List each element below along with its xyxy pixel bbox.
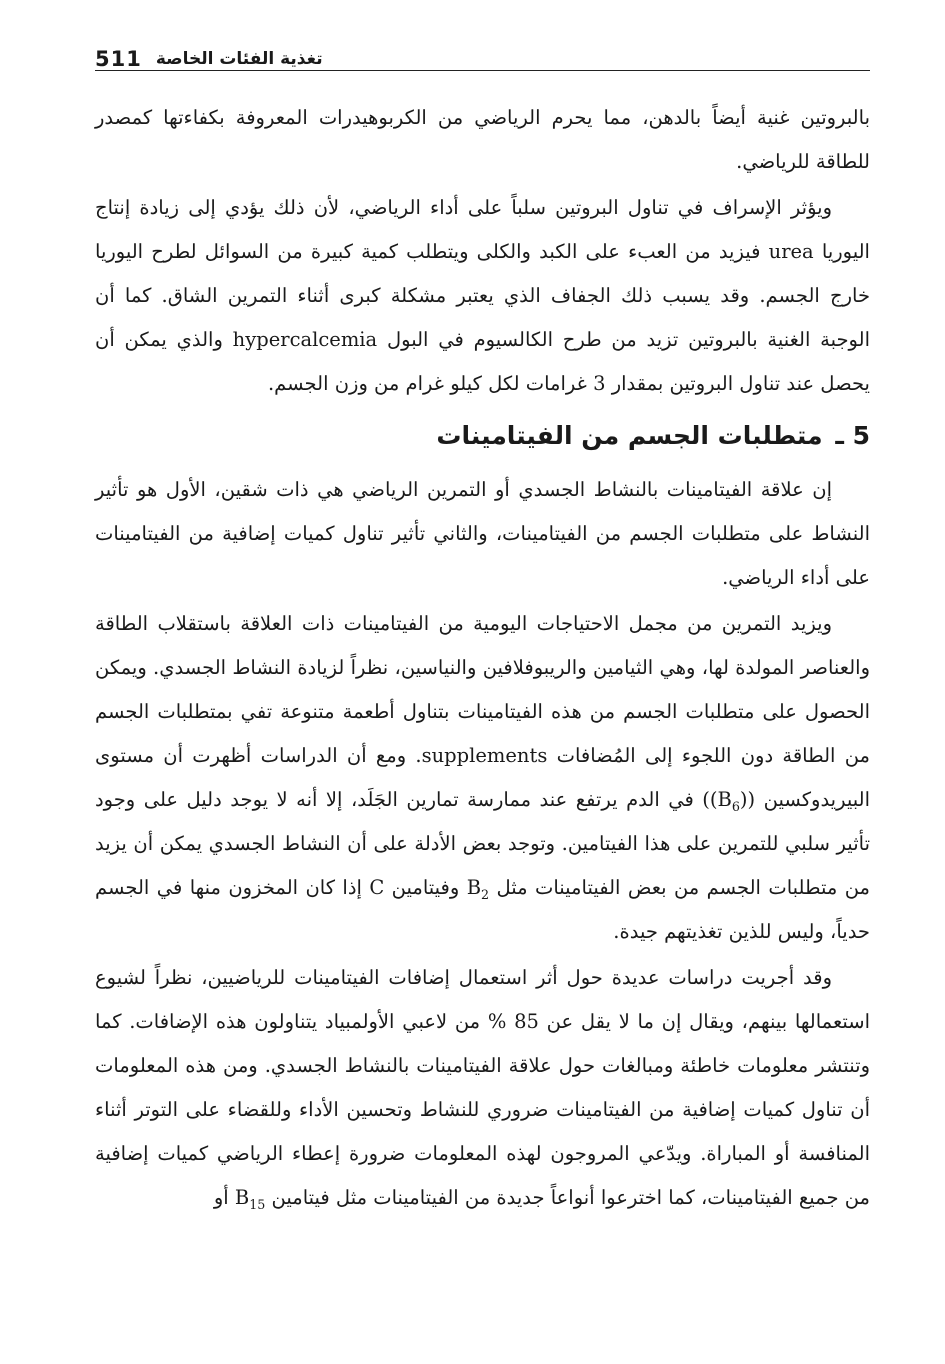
paragraph-text: في الدم يرتفع عند ممارسة تمارين الجَلَد، إلا أنه لا يوجد دليل على وجود تأثير سلبي للتمرين على هذا الفيتامين. وتوجد بعض الأدلة على أن النشاط الجسدي يمكن أن يزيد من متطلبات الجسم من بعض الفيتامينات مثل: [95, 788, 871, 899]
vitamin-c: C: [369, 876, 385, 899]
term-urea: urea: [768, 240, 814, 263]
paragraph-vitamin-supplements: [95, 956, 870, 1220]
term-supplements: supplements: [421, 744, 548, 767]
paragraph-vitamins-intro: [95, 468, 870, 600]
paragraph-vitamins-needs: [95, 602, 870, 954]
vitamin-subscript: 15: [249, 1196, 266, 1212]
paragraph-text: ويزيد التمرين من مجمل الاحتياجات اليومية من الفيتامينات ذات العلاقة باستقلاب الطاقة والعناصر المولدة لها، وهي الثيامين والريبوفلافين والنياسين، نظراً لزيادة النشاط الجسدي. ويمكن الحصول على متطلبات الجسم من هذه الفيتامينات بتناول أطعمة متنوعة تفي بمتطلبات الجسم من الطاقة دون اللجوء إلى المُضافات: [95, 612, 871, 767]
vitamin-letter: B: [717, 788, 732, 811]
paragraph-text: . ومع أن الدراسات أظهرت أن مستوى البيريدوكسين: [95, 744, 870, 811]
page-number: 511: [95, 47, 142, 71]
section-number: 5 ـ: [835, 421, 870, 450]
vitamin-subscript: 6: [731, 798, 740, 814]
header-rule: [95, 70, 870, 71]
paragraph-text: بالبروتين غنية أيضاً بالدهن، مما يحرم الرياضي من الكربوهيدرات المعروفة بكفاءتها كمصدر للطاقة للرياضي.: [95, 106, 870, 173]
vitamin-b15: [234, 1186, 266, 1212]
paragraph-text: وقد أجريت دراسات عديدة حول أثر استعمال إضافات الفيتامينات للرياضيين، نظراً لشيوع استعمالها بينهم، ويقال إن ما لا يقل عن 85 % من لاعبي الأولمبياد يتناولون هذه الإضافات. كما وتنتشر معلومات خاطئة ومبالغات حول علاقة الفيتامينات بالنشاط الجسدي. ومن هذه المعلومات أن تناول كميات إضافية من الفيتامينات ضروري للنشاط وتحسين الأداء وللقضاء على التوتر أثناء المنافسة أو المباراة. ويدّعي المروجون لهذه المعلومات ضرورة إعطاء الرياضي كميات إضافية من جميع الفيتامينات، كما اخترعوا أنواعاً جديدة من الفيتامينات مثل فيتامين: [95, 966, 871, 1209]
section-heading: [95, 416, 870, 456]
paragraph-protein-excess: [95, 186, 870, 406]
term-hypercalcemia: hypercalcemia: [232, 328, 378, 351]
vitamin-b2: [466, 876, 490, 902]
running-title: تغذية الفئات الخاصة: [155, 49, 323, 69]
vitamin-letter: B: [466, 876, 482, 899]
paragraph-text: أو: [213, 1186, 229, 1209]
paragraph-text: إذا كان المخزون منها في الجسم حدياً، وليس للذين تغذيتهم جيدة.: [95, 876, 870, 943]
paragraph-text: إن علاقة الفيتامينات بالنشاط الجسدي أو التمرين الرياضي هي ذات شقين، الأول هو تأثير النشاط على متطلبات الجسم من الفيتامينات، والثاني تأثير تناول كميات إضافية من الفيتامينات على أداء الرياضي.: [95, 478, 870, 589]
paragraph-text: فيزيد من العبء على الكبد والكلى ويتطلب كمية كبيرة من السوائل لطرح اليوريا خارج الجسم. وقد يسبب ذلك الجفاف الذي يعتبر مشكلة كبرى أثناء التمرين الشاق. كما أن الوجبة الغنية بالبروتين تزيد من طرح الكالسيوم في البول: [95, 240, 870, 351]
section-title: متطلبات الجسم من الفيتامينات: [436, 421, 823, 450]
paragraph-text: والذي يمكن أن يحصل عند تناول البروتين بمقدار 3 غرامات لكل كيلو غرام من وزن الجسم.: [95, 328, 870, 395]
paragraph-protein-fat: [95, 96, 870, 184]
paragraph-text: وفيتامين: [391, 876, 460, 899]
vitamin-b6: $((B_6))$: [702, 788, 756, 814]
vitamin-letter: B: [234, 1186, 250, 1209]
paragraph-text: ويؤثر الإسراف في تناول البروتين سلباً على أداء الرياضي، لأن ذلك يؤدي إلى زيادة إنتاج اليوريا: [95, 196, 870, 263]
vitamin-subscript: 2: [481, 886, 490, 902]
page-body: [95, 96, 870, 1222]
